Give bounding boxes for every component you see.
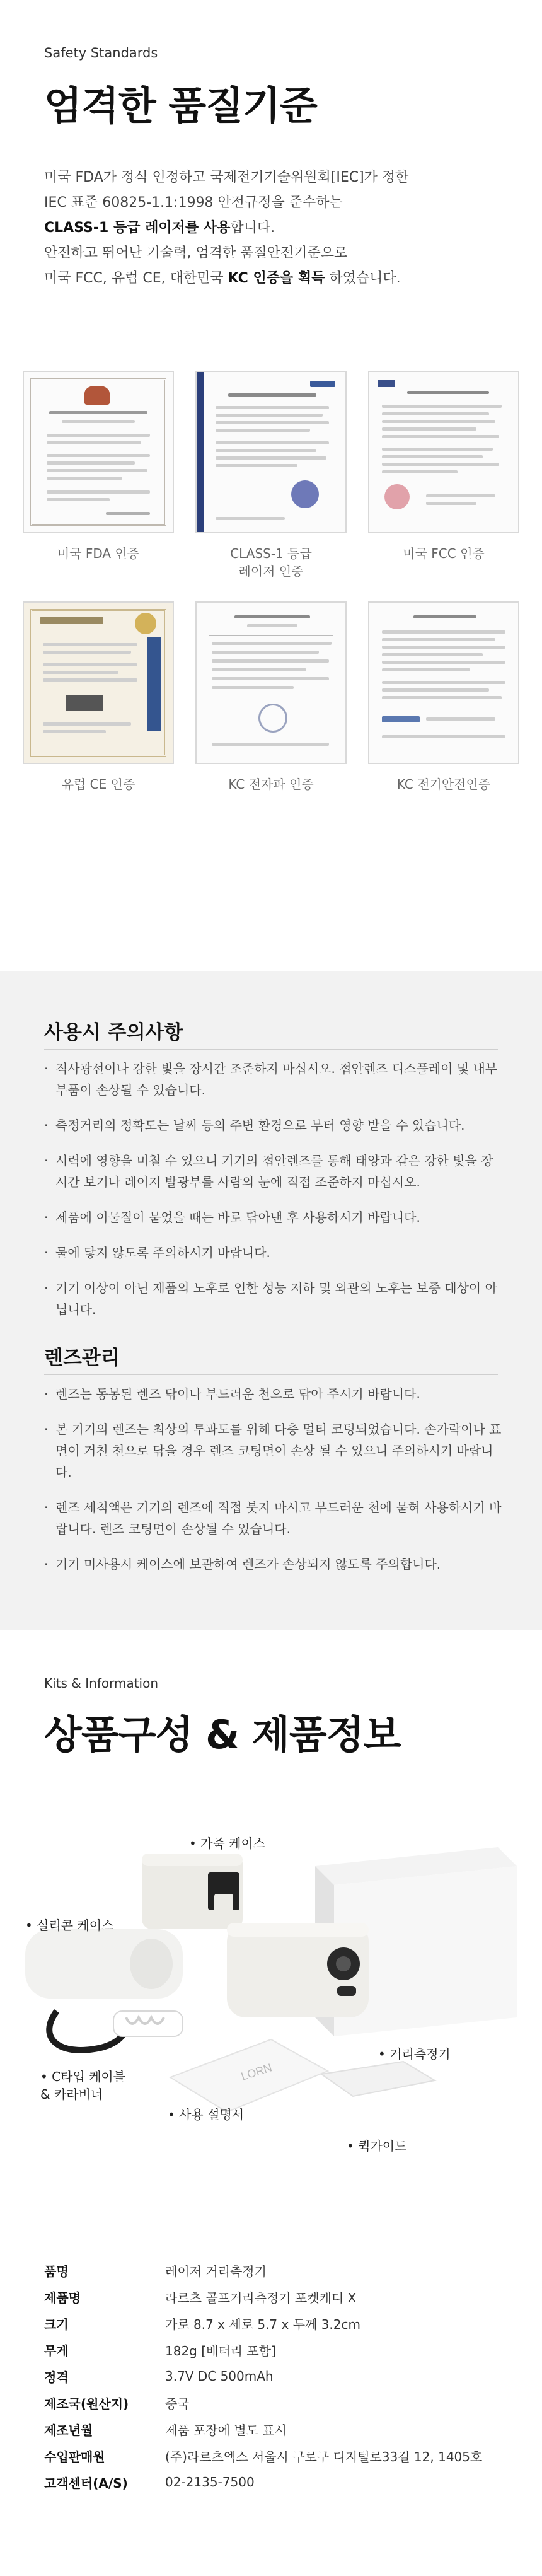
safety-standards-section (0, 0, 542, 971)
cautions-list (44, 1058, 504, 1334)
spec-key: 크기 (44, 2316, 69, 2332)
intro-line (44, 165, 510, 190)
cautions-section (0, 971, 542, 1630)
list-item: · 기기 미사용시 케이스에 보관하여 렌즈가 손상되지 않도록 주의합니다. (44, 1553, 504, 1575)
spec-value: 182g [배터리 포함] (165, 2343, 276, 2358)
spec-key: 제조년월 (44, 2422, 93, 2438)
intro-text: 미국 FCC, 유럽 CE, 대한민국 (44, 270, 228, 286)
spec-row (44, 2283, 482, 2310)
kc-safety-certificate-image (368, 601, 519, 764)
spec-table (44, 2257, 482, 2495)
cert-kc-safety (368, 601, 519, 793)
rangefinder-image (227, 1923, 369, 2017)
spec-row (44, 2469, 482, 2495)
list-item: · 직사광선이나 강한 빛을 장시간 조준하지 마십시오. 접안렌즈 디스플레이 및 내부 부품이 손상될 수 있습니다. (44, 1058, 504, 1101)
cert-caption: KC 전자파 인증 (228, 777, 314, 792)
spec-key: 정격 (44, 2369, 69, 2385)
spec-value: 02-2135-7500 (165, 2474, 255, 2490)
intro-line (44, 266, 510, 291)
intro-line (44, 241, 510, 266)
spec-value: 가로 8.7 x 세로 5.7 x 두께 3.2cm (165, 2316, 360, 2332)
class1-certificate-image (195, 371, 347, 533)
cert-fcc (368, 371, 519, 562)
list-item: · 측정거리의 정확도는 날씨 등의 주변 환경으로 부터 영향 받을 수 있습니다. (44, 1115, 504, 1136)
fda-certificate-image (23, 371, 174, 533)
section-eyebrow: Safety Standards (44, 45, 158, 61)
fcc-certificate-image (368, 371, 519, 533)
list-item: · 제품에 이물질이 묻었을 때는 바로 닦아낸 후 사용하시기 바랍니다. (44, 1207, 504, 1228)
spec-row (44, 2363, 482, 2389)
spec-value: 라르츠 골프거리측정기 포켓캐디 X (165, 2290, 357, 2306)
intro-emphasis: KC 인증을 획득 (228, 270, 325, 286)
kits-eyebrow: Kits & Information (44, 1676, 159, 1691)
intro-text: 미국 FDA가 정식 인정하고 국제전기기술위원회[IEC]가 정한 (44, 170, 409, 185)
manual-brand-mark: LORN (239, 2061, 274, 2083)
cautions-title: 사용시 주의사항 (44, 1021, 183, 1044)
intro-emphasis: CLASS-1 등급 레이저를 사용 (44, 220, 231, 236)
spec-key: 무게 (44, 2343, 69, 2358)
cert-caption: CLASS-1 등급 레이저 인증 (230, 546, 312, 579)
lens-care-list (44, 1383, 504, 1589)
callout-silicone-case: • 실리콘 케이스 (25, 1918, 114, 1933)
kc-emc-certificate-image (195, 601, 347, 764)
spec-row (44, 2416, 482, 2442)
cert-ce (23, 601, 174, 793)
spec-value: 제품 포장에 별도 표시 (165, 2422, 287, 2438)
spec-row (44, 2257, 482, 2283)
spec-row (44, 2442, 482, 2469)
list-item: · 시력에 영향을 미칠 수 있으니 기기의 접안렌즈를 통해 태양과 같은 강한 빛을 장시간 보거나 레이저 발광부를 사람의 눈에 직접 조준하지 마십시오. (44, 1150, 504, 1193)
intro-text: 합니다. (230, 220, 275, 236)
cert-class1 (195, 371, 347, 580)
callout-cable: • C타입 케이블 & 카라비너 (40, 2069, 126, 2102)
spec-key: 제조국(원산지) (44, 2396, 129, 2411)
intro-text: 하였습니다. (325, 270, 401, 286)
callout-leather-case: • 가죽 케이스 (189, 1836, 266, 1851)
silicone-case-image (25, 1929, 183, 1999)
divider (44, 1049, 498, 1050)
spec-value: 3.7V DC 500mAh (165, 2369, 274, 2384)
kits-title: 상품구성 & 제품정보 (44, 1712, 401, 1758)
leather-case-image (142, 1854, 243, 1929)
divider (44, 1374, 498, 1375)
section-title: 엄격한 품질기준 (44, 83, 317, 129)
cert-kc-emc (195, 601, 347, 793)
spec-key: 수입판매원 (44, 2449, 105, 2464)
list-item: · 물에 닿지 않도록 주의하시기 바랍니다. (44, 1242, 504, 1263)
spec-row (44, 2389, 482, 2416)
spec-row (44, 2310, 482, 2336)
intro-line (44, 216, 510, 241)
product-composition-illustration (0, 1828, 542, 2181)
list-item: · 렌즈는 동봉된 렌즈 닦이나 부드러운 천으로 닦아 주시기 바랍니다. (44, 1383, 504, 1405)
intro-text: 안전하고 뛰어난 기술력, 엄격한 품질안전기준으로 (44, 245, 348, 261)
spec-value: (주)라르츠엑스 서울시 구로구 디지털로33길 12, 1405호 (165, 2449, 483, 2464)
cable-carabiner-image (49, 2011, 183, 2050)
spec-key: 제품명 (44, 2290, 81, 2306)
spec-row (44, 2336, 482, 2363)
cert-fda (23, 371, 174, 562)
intro-text: IEC 표준 60825-1.1:1998 안전규정을 준수하는 (44, 195, 343, 211)
cert-caption: 미국 FDA 인증 (57, 546, 140, 561)
intro-line (44, 190, 510, 216)
list-item: · 렌즈 세척액은 기기의 렌즈에 직접 붓지 마시고 부드러운 천에 묻혀 사용하시기 바랍니다. 렌즈 코팅면이 손상될 수 있습니다. (44, 1497, 504, 1540)
cert-caption: 유럽 CE 인증 (61, 777, 136, 792)
callout-manual: • 사용 설명서 (168, 2107, 245, 2122)
list-item: · 기기 이상이 아닌 제품의 노후로 인한 성능 저하 및 외관의 노후는 보증 대상이 아닙니다. (44, 1277, 504, 1320)
cert-caption: 미국 FCC 인증 (403, 546, 485, 561)
callout-rangefinder: • 거리측정기 (378, 2046, 451, 2062)
spec-value: 중국 (165, 2396, 190, 2411)
callout-quick-guide: • 퀵가이드 (347, 2138, 407, 2154)
lens-care-title: 렌즈관리 (44, 1347, 120, 1369)
spec-key: 품명 (44, 2263, 69, 2279)
quick-guide-image (321, 2062, 435, 2096)
ce-certificate-image (23, 601, 174, 764)
list-item: · 본 기기의 렌즈는 최상의 투과도를 위해 다층 멀티 코팅되었습니다. 손가락이나 표면이 거친 천으로 닦을 경우 렌즈 코팅면이 손상 될 수 있으니 주의하시기 바랍니다. (44, 1419, 504, 1483)
intro-paragraph (44, 165, 510, 291)
spec-key: 고객센터(A/S) (44, 2475, 128, 2491)
cert-caption: KC 전기안전인증 (396, 777, 491, 792)
manual-image (170, 2039, 328, 2112)
spec-value: 레이저 거리측정기 (165, 2263, 267, 2279)
